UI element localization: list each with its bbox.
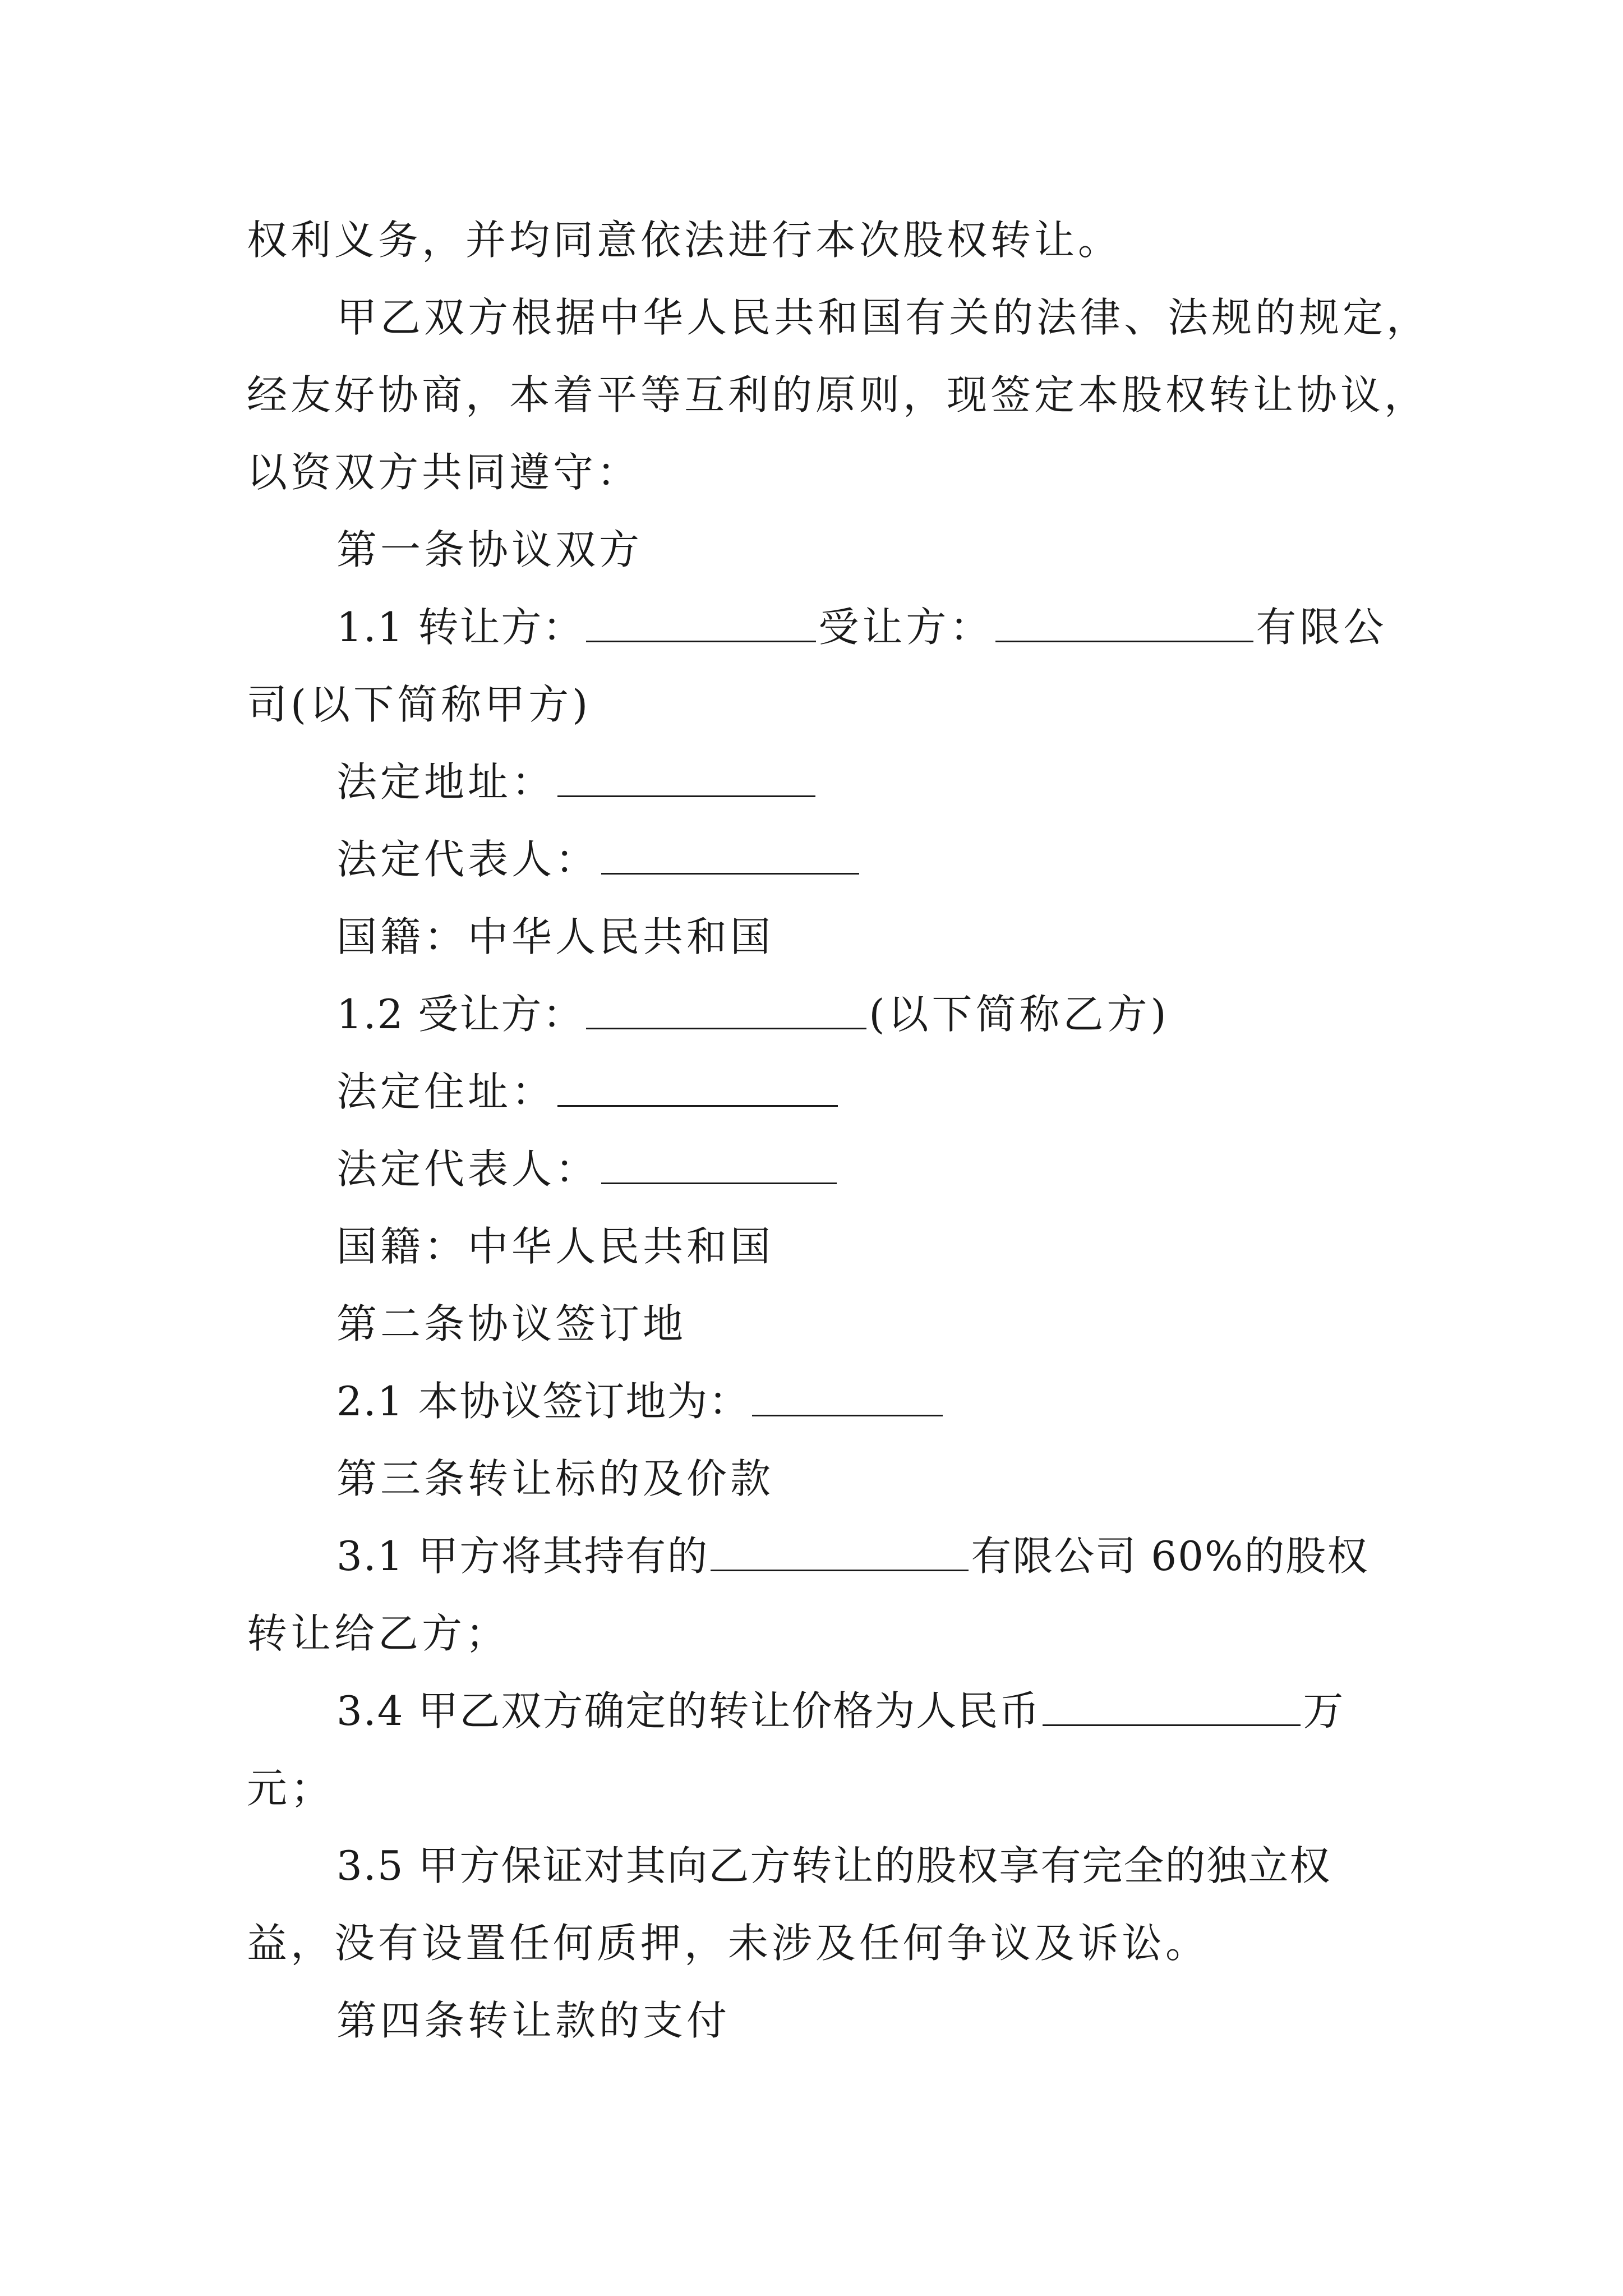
text-run: 万 (1303, 1687, 1347, 1734)
text-run: 国籍：中华人民共和国 (336, 913, 774, 960)
text-run: 2.1 本协议签订地为： (336, 1378, 750, 1425)
paragraph-line (247, 1600, 509, 1667)
paragraph-line (247, 361, 1428, 429)
section-heading (336, 1987, 730, 2054)
text-run: (以下简称乙方) (869, 991, 1170, 1038)
text-run: 第三条转让标的及价款 (336, 1455, 774, 1502)
text-run: 经友好协商，本着平等互利的原则，现签定本股权转让协议， (247, 371, 1428, 418)
text-run: 1.2 受让方： (336, 991, 584, 1038)
text-run: 第二条协议签订地 (336, 1300, 687, 1347)
text-run: 3.4 甲乙双方确定的转让价格为人民币 (336, 1687, 1041, 1734)
text-run: 权利义务，并均同意依法进行本次股权转让。 (247, 217, 1122, 264)
paragraph-line (336, 1677, 1347, 1745)
paragraph-line (336, 1058, 840, 1125)
text-run: 第四条转让款的支付 (336, 1997, 731, 2044)
section-heading (336, 1290, 686, 1358)
blank-field (1043, 1684, 1301, 1726)
paragraph-line (247, 1910, 1209, 1977)
blank-field (586, 600, 816, 642)
paragraph-line (247, 439, 640, 506)
blank-field (995, 600, 1253, 642)
text-run: 法定住址： (336, 1068, 556, 1115)
paragraph-line (336, 1832, 1331, 1899)
text-run: 3.1 甲方将其持有的 (336, 1533, 709, 1580)
text-run: 国籍：中华人民共和国 (336, 1223, 774, 1270)
blank-field (601, 832, 859, 875)
section-heading (336, 1445, 774, 1512)
paragraph-line (336, 826, 861, 893)
text-run: 3.5 甲方保证对其向乙方转让的股权享有完全的独立权 (336, 1842, 1331, 1889)
paragraph-line (247, 671, 591, 738)
text-run: 有限公 (1256, 604, 1387, 651)
blank-field (557, 755, 815, 797)
blank-field (586, 987, 866, 1029)
text-run: 法定代表人： (336, 836, 600, 883)
text-run: 法定地址： (336, 758, 556, 806)
paragraph-line (247, 1755, 334, 1822)
blank-field (752, 1374, 943, 1416)
paragraph-line (336, 593, 1387, 661)
text-run: 益，没有设置任何质押，未涉及任何争议及诉讼。 (247, 1920, 1210, 1967)
text-run: 有限公司 60%的股权 (971, 1533, 1369, 1580)
text-run: 甲乙双方根据中华人民共和国有关的法律、法规的规定， (336, 294, 1431, 341)
text-run: 受让方： (818, 604, 994, 651)
text-run: 以资双方共同遵守： (247, 449, 641, 496)
paragraph-line (336, 748, 818, 816)
paragraph-line (336, 981, 1170, 1048)
paragraph-line (336, 1213, 774, 1280)
paragraph-line (336, 1135, 839, 1203)
text-run: 1.1 转让方： (336, 604, 584, 651)
blank-field (601, 1142, 837, 1184)
paragraph-line (336, 1368, 945, 1435)
text-run: 司(以下简称甲方) (247, 681, 592, 728)
text-run: 元； (247, 1765, 335, 1812)
text-run: 法定代表人： (336, 1145, 600, 1193)
text-run: 转让给乙方； (247, 1610, 510, 1657)
paragraph-line (247, 206, 1122, 274)
text-run: 第一条协议双方 (336, 526, 643, 573)
blank-field (711, 1529, 969, 1571)
paragraph-line (336, 284, 1430, 351)
paragraph-line (336, 903, 774, 970)
paragraph-line (336, 1522, 1368, 1590)
blank-field (557, 1065, 838, 1107)
section-heading (336, 516, 643, 583)
